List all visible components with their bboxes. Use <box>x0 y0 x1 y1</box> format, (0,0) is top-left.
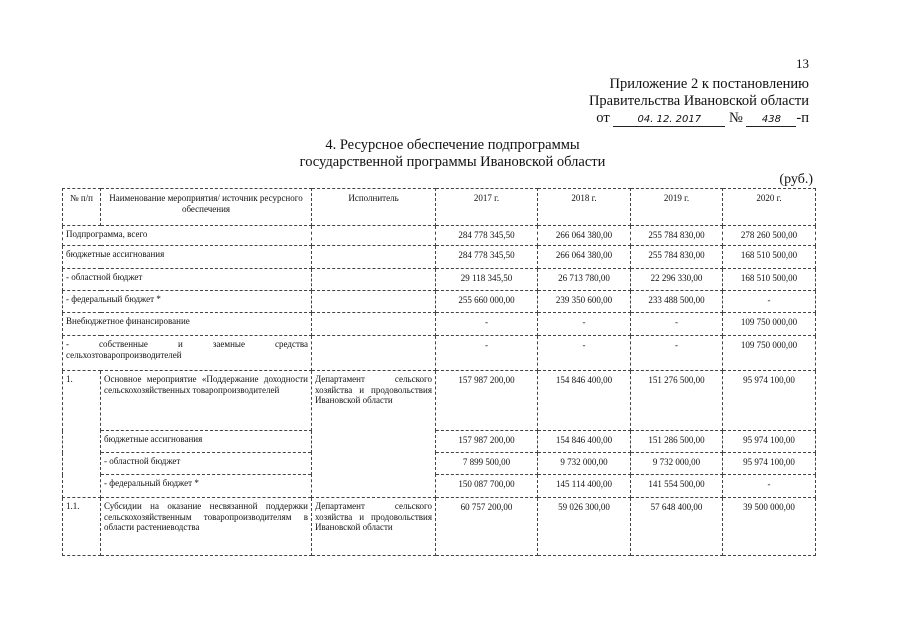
executor-cell <box>312 226 436 246</box>
value-cell: 255 784 830,00 <box>631 246 723 269</box>
row-label: - федеральный бюджет * <box>101 475 312 498</box>
row-label: Основное мероприятие «Поддержание доходности сельскохозяйственных товаропроизводителей <box>101 371 312 431</box>
value-cell: 150 087 700,00 <box>436 475 538 498</box>
col-header: № п/п <box>63 189 101 226</box>
value-cell: 95 974 100,00 <box>723 431 816 453</box>
value-cell: - <box>631 336 723 371</box>
value-cell: - <box>436 313 538 336</box>
value-cell: 239 350 600,00 <box>538 291 631 313</box>
executor-cell: Департамент сельского хозяйства и продовольствия Ивановской области <box>312 498 436 556</box>
value-cell: 284 778 345,50 <box>436 226 538 246</box>
number-suffix: -п <box>796 110 809 126</box>
appendix-line-2: Правительства Ивановской области <box>588 93 809 109</box>
number-label: № <box>728 110 743 126</box>
col-header: 2018 г. <box>538 189 631 226</box>
value-cell: - <box>538 336 631 371</box>
table-row <box>63 291 816 313</box>
value-cell: 60 757 200,00 <box>436 498 538 556</box>
value-cell: 39 500 000,00 <box>723 498 816 556</box>
value-cell: 278 260 500,00 <box>723 226 816 246</box>
value-cell: 9 732 000,00 <box>538 453 631 475</box>
value-cell: 26 713 780,00 <box>538 269 631 291</box>
value-cell: 157 987 200,00 <box>436 371 538 431</box>
value-cell: 154 846 400,00 <box>538 371 631 431</box>
value-cell: 168 510 500,00 <box>723 246 816 269</box>
row-label: Подпрограмма, всего <box>63 226 312 246</box>
value-cell: - <box>538 313 631 336</box>
executor-cell <box>312 246 436 269</box>
value-cell: 57 648 400,00 <box>631 498 723 556</box>
row-label: Субсидии на оказание несвязанной поддержки сельскохозяйственным товаропроизводителям в области растениеводства <box>101 498 312 556</box>
value-cell: - <box>723 291 816 313</box>
row-label: - областной бюджет <box>101 453 312 475</box>
row-label: бюджетные ассигнования <box>101 431 312 453</box>
value-cell: - <box>723 475 816 498</box>
value-cell: 109 750 000,00 <box>723 313 816 336</box>
value-cell: 95 974 100,00 <box>723 371 816 431</box>
row-label: - федеральный бюджет * <box>63 291 312 313</box>
table-row <box>63 453 816 475</box>
executor-cell: Департамент сельского хозяйства и продовольствия Ивановской области <box>312 371 436 498</box>
executor-cell <box>312 269 436 291</box>
page-number: 13 <box>796 56 809 71</box>
value-cell: 29 118 345,50 <box>436 269 538 291</box>
value-cell: 157 987 200,00 <box>436 431 538 453</box>
value-cell: 255 660 000,00 <box>436 291 538 313</box>
table-row <box>63 269 816 291</box>
row-label: Внебюджетное финансирование <box>63 313 312 336</box>
value-cell: 154 846 400,00 <box>538 431 631 453</box>
decree-date: 04. 12. 2017 <box>613 114 725 127</box>
row-number: 1. <box>63 371 101 498</box>
value-cell: 151 276 500,00 <box>631 371 723 431</box>
value-cell: 141 554 500,00 <box>631 475 723 498</box>
executor-cell <box>312 313 436 336</box>
value-cell: 109 750 000,00 <box>723 336 816 371</box>
value-cell: 9 732 000,00 <box>631 453 723 475</box>
value-cell: 59 026 300,00 <box>538 498 631 556</box>
table-row <box>63 336 816 371</box>
value-cell: 7 899 500,00 <box>436 453 538 475</box>
value-cell: 233 488 500,00 <box>631 291 723 313</box>
value-cell: 255 784 830,00 <box>631 226 723 246</box>
resource-table <box>62 188 816 556</box>
table-row <box>63 226 816 246</box>
table-row <box>63 431 816 453</box>
from-label: от <box>596 110 610 126</box>
col-header: Исполнитель <box>312 189 436 226</box>
unit-label: (руб.) <box>779 172 813 187</box>
document-title <box>0 137 905 171</box>
title-line-1: 4. Ресурсное обеспечение подпрограммы <box>325 137 580 153</box>
row-label: - собственные и заемные средства сельхозтоваропроизводителей <box>63 336 312 371</box>
value-cell: 151 286 500,00 <box>631 431 723 453</box>
decree-reference <box>596 110 809 127</box>
col-header: 2019 г. <box>631 189 723 226</box>
executor-cell <box>312 291 436 313</box>
value-cell: 266 064 380,00 <box>538 246 631 269</box>
col-header: 2020 г. <box>723 189 816 226</box>
appendix-line-1: Приложение 2 к постановлению <box>609 76 809 92</box>
value-cell: - <box>631 313 723 336</box>
value-cell: 95 974 100,00 <box>723 453 816 475</box>
decree-number: 438 <box>746 114 796 127</box>
col-header: 2017 г. <box>436 189 538 226</box>
executor-cell <box>312 336 436 371</box>
title-line-2: государственной программы Ивановской области <box>299 154 606 170</box>
value-cell: 266 064 380,00 <box>538 226 631 246</box>
table-row <box>63 371 816 431</box>
value-cell: 22 296 330,00 <box>631 269 723 291</box>
value-cell: 284 778 345,50 <box>436 246 538 269</box>
table-header-row <box>63 189 816 226</box>
row-label: бюджетные ассигнования <box>63 246 312 269</box>
row-label: - областной бюджет <box>63 269 312 291</box>
col-header: Наименование мероприятия/ источник ресурсного обеспечения <box>101 189 312 226</box>
value-cell: - <box>436 336 538 371</box>
row-number: 1.1. <box>63 498 101 556</box>
table-row <box>63 475 816 498</box>
table-row <box>63 246 816 269</box>
table-row <box>63 498 816 556</box>
table-row <box>63 313 816 336</box>
value-cell: 168 510 500,00 <box>723 269 816 291</box>
value-cell: 145 114 400,00 <box>538 475 631 498</box>
